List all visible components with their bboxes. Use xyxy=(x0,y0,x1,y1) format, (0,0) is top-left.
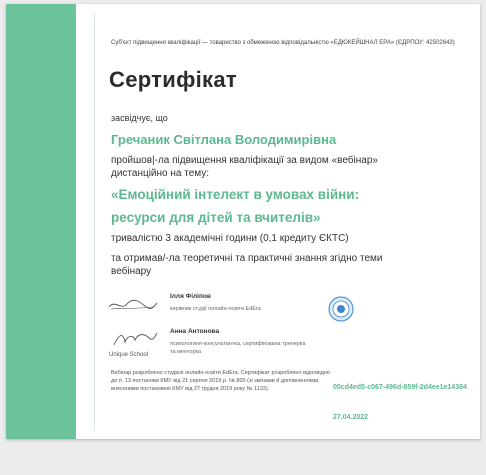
issuer-text: Суб'єкт підвищення кваліфікації — товариство з обмеженою відповідальністю «ЕДЮКЕЙШНАЛ ЕРА» (ЄДРПОУ: 42502643) xyxy=(111,40,455,46)
green-side-band xyxy=(6,4,76,439)
edera-seal-icon xyxy=(328,296,354,322)
duration-text: тривалістю 3 академічні години (0,1 кредиту ЄКТС) xyxy=(111,233,349,244)
signatory-1-name: Ілля Філіпов xyxy=(170,293,211,300)
certifies-text: засвідчує, що xyxy=(111,113,168,123)
knowledge-text: та отримав/-ла теоретичні та практичні знання згідно теми вебінару xyxy=(111,253,383,277)
topic-line-1: «Емоційний інтелект в умовах війни: xyxy=(111,187,360,202)
signatory-2-name: Анна Антонова xyxy=(170,328,220,335)
issue-date: 27.04.2022 xyxy=(333,414,369,421)
school-label: Unique School xyxy=(109,352,149,358)
footer-note: Вебінар розроблено студією онлайн-освіти EdEra. Сертифікат розроблено відповідно до п. 13 постанови КМУ від 21 серпня 2019 р. № 800 (зі змінами й доповненнями, внесеними постановою КМУ від 27 грудня 2019 року № 1133). xyxy=(111,370,330,392)
topic-line-2: ресурси для дітей та вчителів» xyxy=(111,210,321,225)
certificate-code: 00cd4ed5-c067-496d-859f-2d4ee1e14384 xyxy=(333,384,467,391)
signature-2-image xyxy=(111,328,159,350)
certificate-title: Сертифікат xyxy=(109,67,237,92)
signature-1-image xyxy=(107,295,159,315)
certificate-card xyxy=(94,12,475,431)
completion-text: пройшов|-ла підвищення кваліфікації за видом «вебінар» дистанційно на тему: xyxy=(111,155,378,179)
signatory-1-role: керівник студії онлайн-освіти EdEra xyxy=(170,306,261,312)
certificate-page xyxy=(6,4,480,439)
signatory-2-role: психологиня-консультантка, сертифікована тренерка та менторка xyxy=(170,341,306,355)
recipient-name: Гречаник Світлана Володимирівна xyxy=(111,132,337,147)
